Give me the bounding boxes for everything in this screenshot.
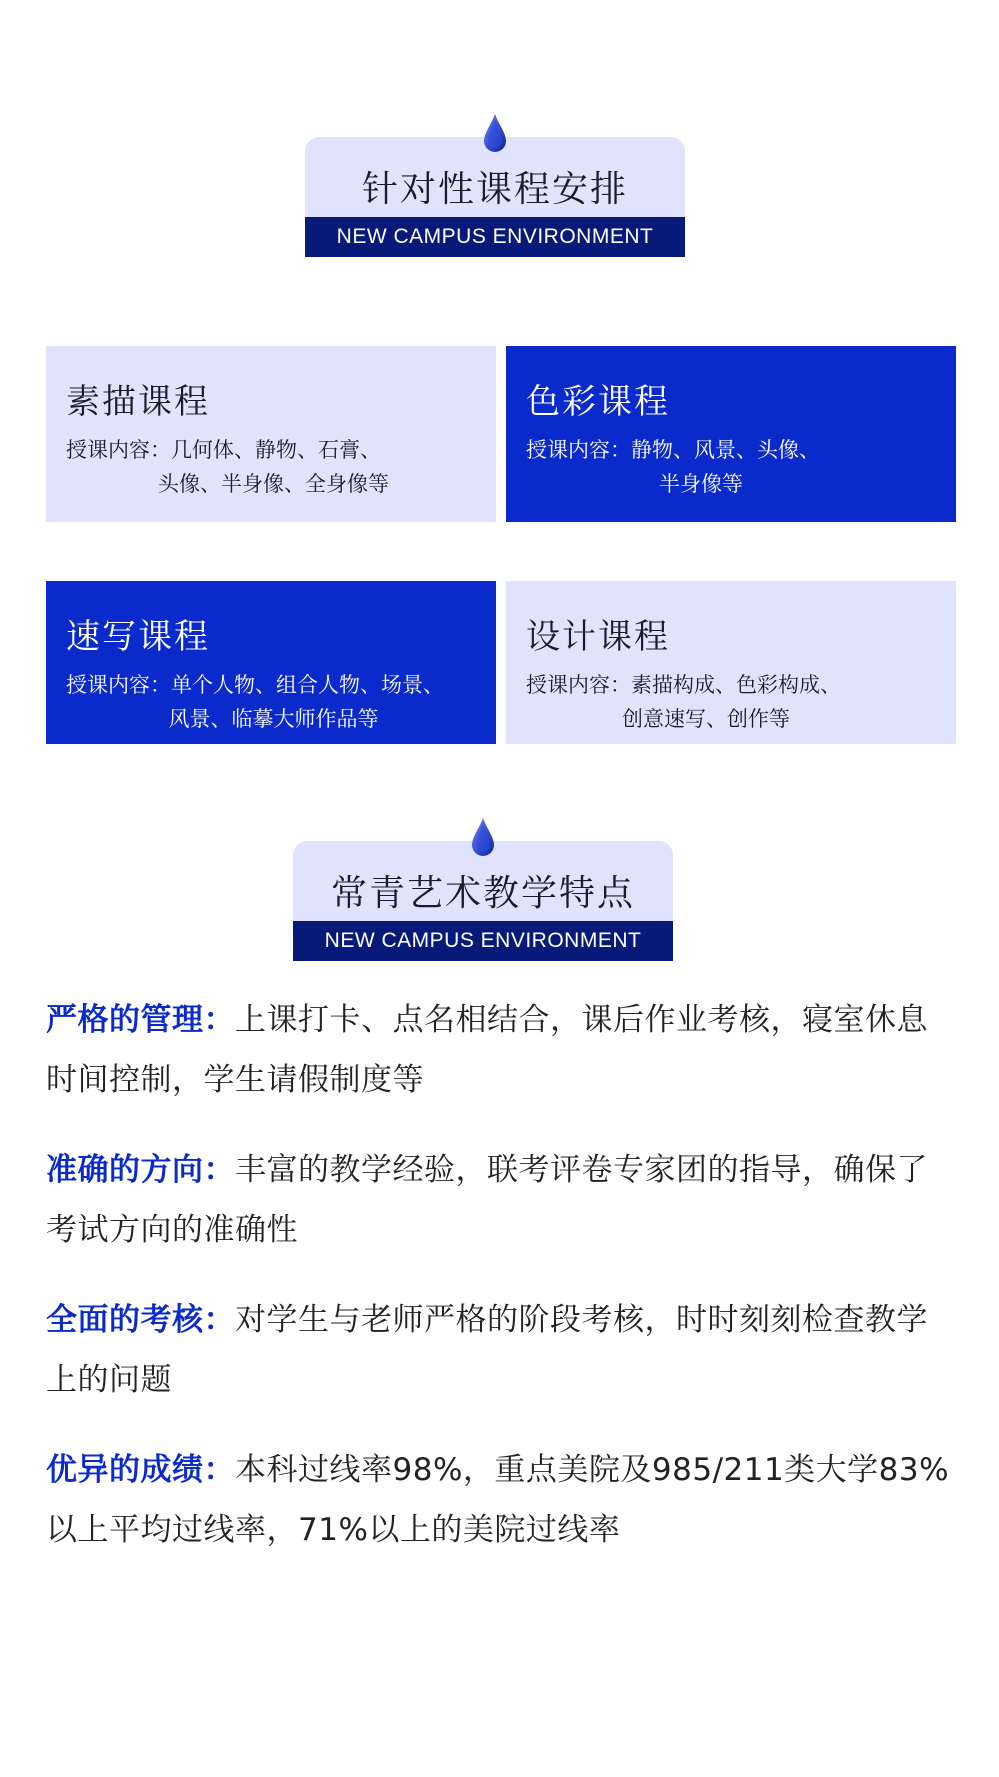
feature-label: 全面的考核：	[46, 1302, 235, 1338]
course-description	[526, 433, 876, 501]
course-title: 色彩课程	[526, 382, 670, 422]
course-description	[526, 668, 886, 736]
teaching-features	[46, 990, 956, 1590]
feature-label: 严格的管理：	[46, 1002, 235, 1038]
course-desc-line2: 创意速写、创作等	[622, 707, 790, 731]
section-subtitle: NEW CAMPUS ENVIRONMENT	[305, 217, 685, 257]
feature-paragraph	[46, 1290, 956, 1410]
course-desc-line1: 授课内容：单个人物、组合人物、场景、	[66, 673, 444, 697]
feature-label: 优异的成绩：	[46, 1452, 235, 1488]
section-title: 常青艺术教学特点	[330, 873, 635, 914]
course-title: 素描课程	[66, 382, 210, 422]
course-desc-line2: 半身像等	[659, 472, 743, 496]
course-card-sketch	[46, 346, 496, 522]
water-drop-icon	[482, 113, 508, 153]
water-drop-icon	[470, 817, 496, 857]
course-desc-line2: 头像、半身像、全身像等	[158, 472, 389, 496]
course-title: 速写课程	[66, 617, 210, 657]
feature-text: 上课打卡、点名相结合，课后作业考核，寝室休息时间控制，学生请假制度等	[46, 1002, 928, 1098]
course-description	[66, 433, 481, 501]
section-heading-courses	[305, 137, 685, 257]
course-description	[66, 668, 481, 736]
feature-text: 丰富的教学经验，联考评卷专家团的指导，确保了考试方向的准确性	[46, 1152, 928, 1248]
feature-paragraph	[46, 990, 956, 1110]
course-title: 设计课程	[526, 617, 670, 657]
feature-text: 本科过线率98%，重点美院及985/211类大学83%以上平均过线率，71%以上的美院过线率	[46, 1452, 950, 1548]
feature-paragraph	[46, 1440, 956, 1560]
section-title: 针对性课程安排	[361, 169, 628, 210]
course-desc-line1: 授课内容：静物、风景、头像、	[526, 438, 820, 462]
course-desc-line1: 授课内容：几何体、静物、石膏、	[66, 438, 381, 462]
course-desc-line2: 风景、临摹大师作品等	[168, 707, 379, 731]
course-card-color	[506, 346, 956, 522]
course-card-quick-sketch	[46, 581, 496, 744]
section-heading-features	[293, 841, 673, 961]
course-desc-line1: 授课内容：素描构成、色彩构成、	[526, 673, 841, 697]
feature-label: 准确的方向：	[46, 1152, 235, 1188]
course-card-design	[506, 581, 956, 744]
section-subtitle: NEW CAMPUS ENVIRONMENT	[293, 921, 673, 961]
feature-paragraph	[46, 1140, 956, 1260]
feature-text: 对学生与老师严格的阶段考核，时时刻刻检查教学上的问题	[46, 1302, 928, 1398]
